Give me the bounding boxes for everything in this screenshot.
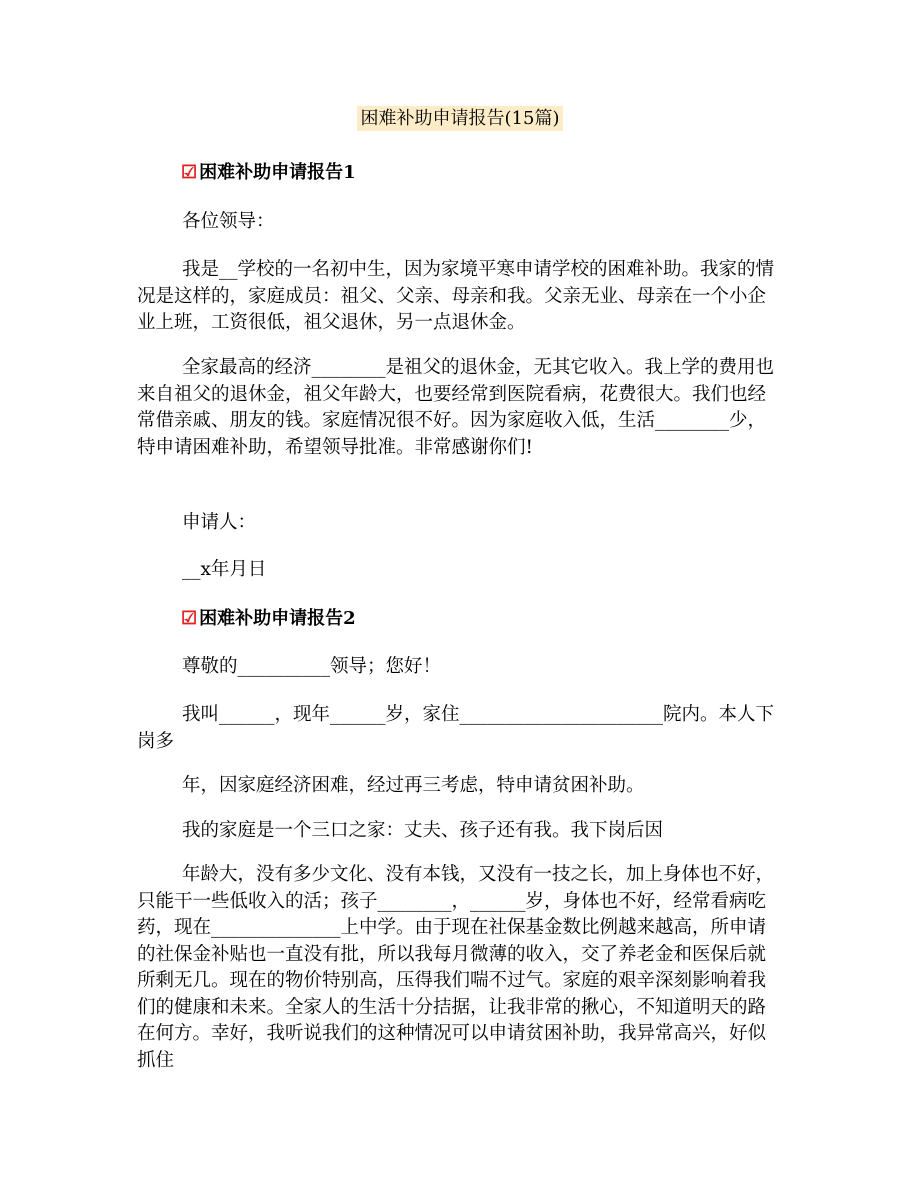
paragraph-body: 我是__学校的一名初中生，因为家境平寒申请学校的困难补助。我家的情况是这样的，家庭成员：祖父、父亲、母亲和我。父亲无业、母亲在一个小企业上班，工资很低，祖父退休，另一点退休金。 bbox=[137, 259, 775, 333]
document-title-text: 困难补助申请报告(15篇) bbox=[357, 106, 564, 131]
paragraph-body: 我叫______，现年______岁，家住______________________院内。本人下岗多 bbox=[137, 704, 775, 752]
paragraph-body: 年龄大，没有多少文化、没有本钱，又没有一技之长，加上身体也不好，只能干一些低收入的活；孩子________，______岁，身体也不好，经常看病吃药，现在______________上中学。由于现在社保基金数比例越来越高，所申请的社保金补贴也一直没有批，所以我每月微薄的收入，交了养老金和医保后就所剩无几。现在的物价特别高，压得我们喘不过气。家庭的艰辛深刻影响着我们的健康和未来。全家人的生活十分拮据，让我非常的揪心，不知道明天的路在何方。幸好，我听说我们的这种情况可以申请贫困补助，我异常高兴，好似抓住 bbox=[137, 864, 775, 1071]
checkbox-icon: ☑ bbox=[181, 162, 198, 183]
paragraph-salutation: 尊敬的__________领导；您好！ bbox=[182, 656, 442, 677]
paragraph-date: __x年月日 bbox=[182, 559, 267, 580]
document-title bbox=[0, 104, 920, 134]
paragraph-applicant: 申请人： bbox=[182, 512, 257, 533]
checkbox-icon: ☑ bbox=[181, 608, 198, 629]
paragraph-body: 我的家庭是一个三口之家：丈夫、孩子还有我。我下岗后因 bbox=[182, 820, 664, 841]
section-heading-text: 困难补助申请报告1 bbox=[199, 162, 356, 183]
paragraph-body: 年，因家庭经济困难，经过再三考虑，特申请贫困补助。 bbox=[182, 775, 645, 796]
paragraph-body: 全家最高的经济________是祖父的退休金，无其它收入。我上学的费用也来自祖父的退休金，祖父年龄大，也要经常到医院看病，花费很大。我们也经常借亲戚、朋友的钱。家庭情况很不好。因为家庭收入低，生活________少，特申请困难补助，希望领导批准。非常感谢你们! bbox=[137, 357, 775, 458]
section-heading-2 bbox=[181, 606, 356, 632]
section-heading-text: 困难补助申请报告2 bbox=[199, 608, 356, 629]
paragraph-salutation: 各位领导： bbox=[182, 211, 275, 232]
section-heading-1 bbox=[181, 160, 356, 186]
